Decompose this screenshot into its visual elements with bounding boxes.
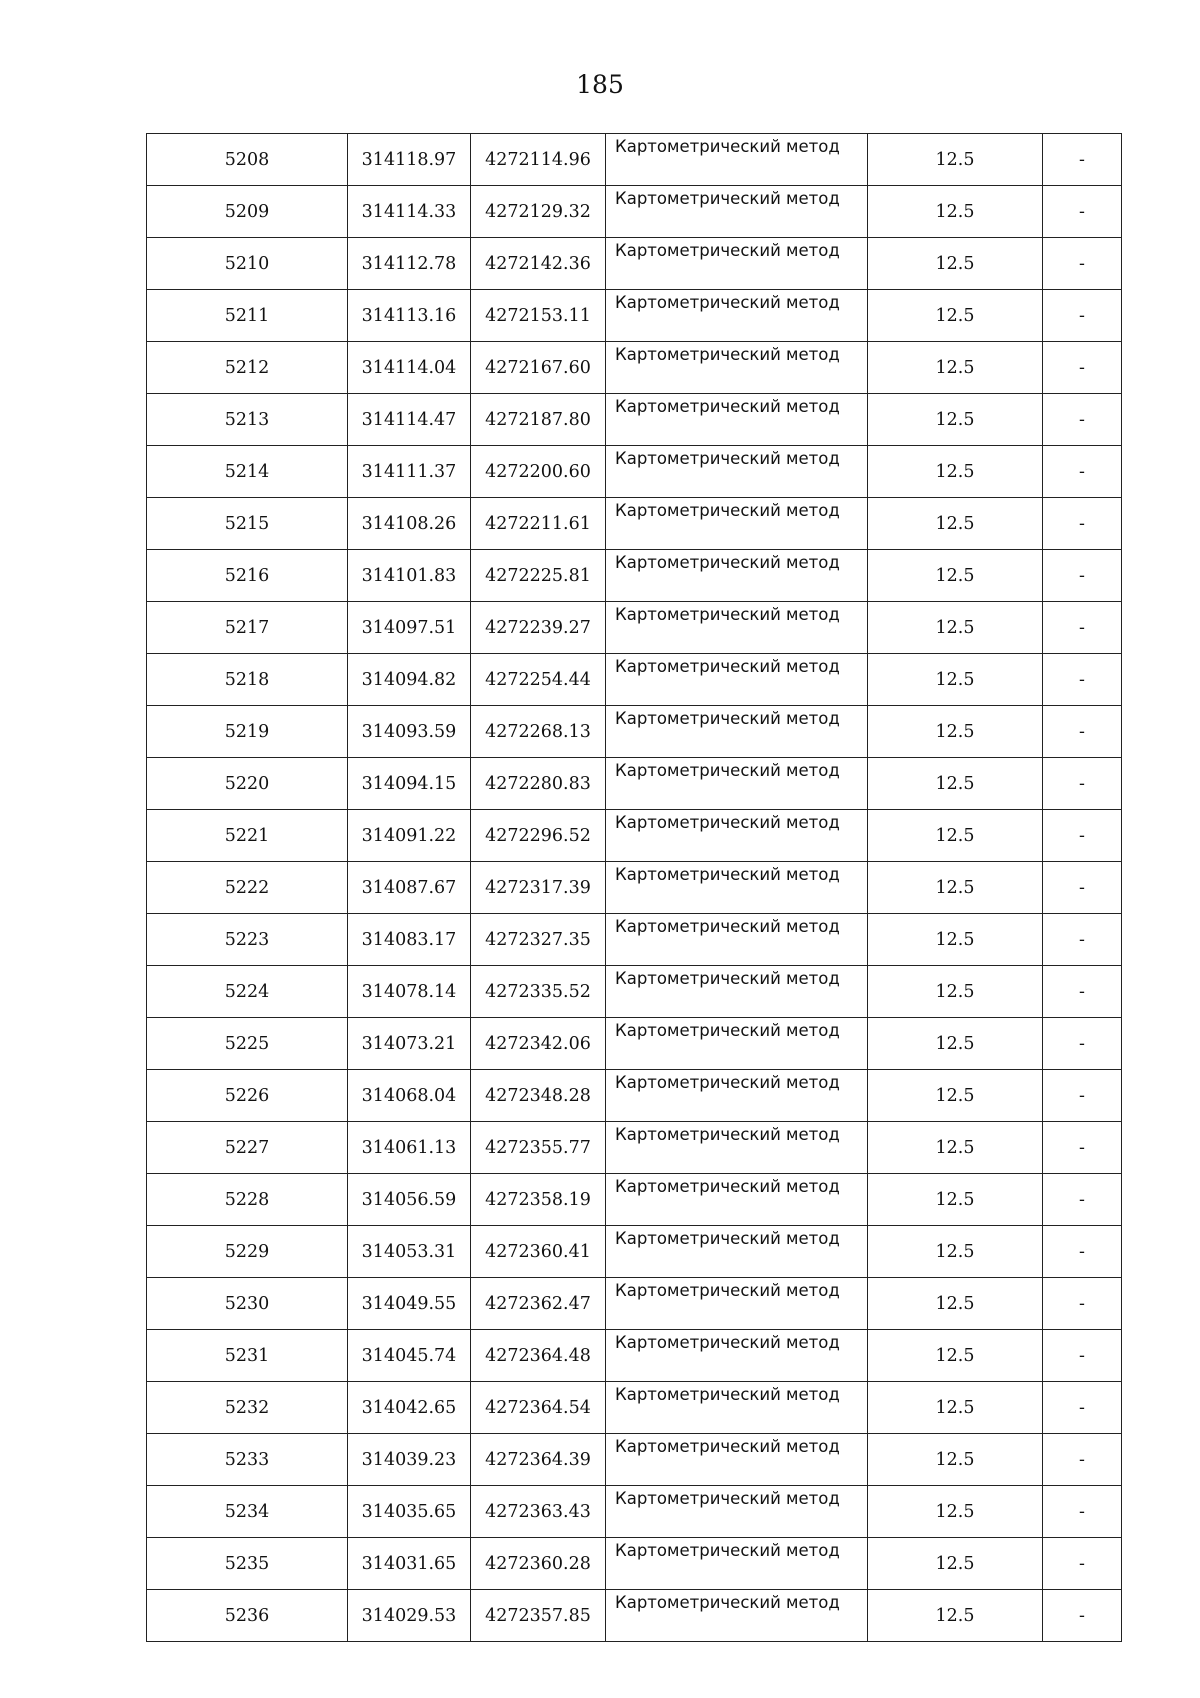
- point-number-cell: 5221: [147, 810, 348, 862]
- x-coordinate-cell: 314083.17: [348, 914, 471, 966]
- x-coordinate-cell: 314049.55: [348, 1278, 471, 1330]
- note-cell: -: [1043, 706, 1122, 758]
- point-number-cell: 5228: [147, 1174, 348, 1226]
- table-row: [147, 1278, 1122, 1330]
- table-row: [147, 290, 1122, 342]
- note-cell: -: [1043, 1590, 1122, 1642]
- table-row: [147, 1070, 1122, 1122]
- point-number-cell: 5232: [147, 1382, 348, 1434]
- table-row: [147, 550, 1122, 602]
- point-number-cell: 5215: [147, 498, 348, 550]
- method-cell: Картометрический метод: [606, 186, 868, 238]
- table-row: [147, 914, 1122, 966]
- x-coordinate-cell: 314114.47: [348, 394, 471, 446]
- x-coordinate-cell: 314042.65: [348, 1382, 471, 1434]
- y-coordinate-cell: 4272114.96: [471, 134, 606, 186]
- point-number-cell: 5224: [147, 966, 348, 1018]
- method-cell: Картометрический метод: [606, 1174, 868, 1226]
- accuracy-cell: 12.5: [868, 238, 1043, 290]
- y-coordinate-cell: 4272129.32: [471, 186, 606, 238]
- y-coordinate-cell: 4272335.52: [471, 966, 606, 1018]
- point-number-cell: 5209: [147, 186, 348, 238]
- table-row: [147, 134, 1122, 186]
- method-cell: Картометрический метод: [606, 966, 868, 1018]
- method-cell: Картометрический метод: [606, 342, 868, 394]
- x-coordinate-cell: 314101.83: [348, 550, 471, 602]
- point-number-cell: 5234: [147, 1486, 348, 1538]
- y-coordinate-cell: 4272200.60: [471, 446, 606, 498]
- page-number: 185: [576, 70, 624, 99]
- point-number-cell: 5233: [147, 1434, 348, 1486]
- table-row: [147, 1226, 1122, 1278]
- note-cell: -: [1043, 1226, 1122, 1278]
- table-row: [147, 1538, 1122, 1590]
- point-number-cell: 5235: [147, 1538, 348, 1590]
- accuracy-cell: 12.5: [868, 1382, 1043, 1434]
- method-cell: Картометрический метод: [606, 238, 868, 290]
- y-coordinate-cell: 4272358.19: [471, 1174, 606, 1226]
- x-coordinate-cell: 314068.04: [348, 1070, 471, 1122]
- point-number-cell: 5210: [147, 238, 348, 290]
- method-cell: Картометрический метод: [606, 1590, 868, 1642]
- x-coordinate-cell: 314039.23: [348, 1434, 471, 1486]
- x-coordinate-cell: 314112.78: [348, 238, 471, 290]
- x-coordinate-cell: 314118.97: [348, 134, 471, 186]
- x-coordinate-cell: 314113.16: [348, 290, 471, 342]
- table-row: [147, 1330, 1122, 1382]
- accuracy-cell: 12.5: [868, 810, 1043, 862]
- table-row: [147, 1122, 1122, 1174]
- y-coordinate-cell: 4272364.39: [471, 1434, 606, 1486]
- point-number-cell: 5222: [147, 862, 348, 914]
- table-row: [147, 1434, 1122, 1486]
- method-cell: Картометрический метод: [606, 498, 868, 550]
- coordinates-table-body: [147, 134, 1122, 1642]
- y-coordinate-cell: 4272211.61: [471, 498, 606, 550]
- accuracy-cell: 12.5: [868, 602, 1043, 654]
- accuracy-cell: 12.5: [868, 186, 1043, 238]
- point-number-cell: 5225: [147, 1018, 348, 1070]
- accuracy-cell: 12.5: [868, 1226, 1043, 1278]
- x-coordinate-cell: 314114.04: [348, 342, 471, 394]
- note-cell: -: [1043, 810, 1122, 862]
- x-coordinate-cell: 314056.59: [348, 1174, 471, 1226]
- point-number-cell: 5223: [147, 914, 348, 966]
- accuracy-cell: 12.5: [868, 550, 1043, 602]
- note-cell: -: [1043, 342, 1122, 394]
- point-number-cell: 5212: [147, 342, 348, 394]
- x-coordinate-cell: 314111.37: [348, 446, 471, 498]
- note-cell: -: [1043, 1330, 1122, 1382]
- accuracy-cell: 12.5: [868, 394, 1043, 446]
- note-cell: -: [1043, 1122, 1122, 1174]
- x-coordinate-cell: 314114.33: [348, 186, 471, 238]
- y-coordinate-cell: 4272360.41: [471, 1226, 606, 1278]
- x-coordinate-cell: 314045.74: [348, 1330, 471, 1382]
- table-row: [147, 498, 1122, 550]
- table-row: [147, 758, 1122, 810]
- note-cell: -: [1043, 1382, 1122, 1434]
- method-cell: Картометрический метод: [606, 1018, 868, 1070]
- table-row: [147, 446, 1122, 498]
- y-coordinate-cell: 4272254.44: [471, 654, 606, 706]
- method-cell: Картометрический метод: [606, 1382, 868, 1434]
- x-coordinate-cell: 314031.65: [348, 1538, 471, 1590]
- point-number-cell: 5216: [147, 550, 348, 602]
- y-coordinate-cell: 4272364.48: [471, 1330, 606, 1382]
- y-coordinate-cell: 4272327.35: [471, 914, 606, 966]
- point-number-cell: 5227: [147, 1122, 348, 1174]
- accuracy-cell: 12.5: [868, 966, 1043, 1018]
- method-cell: Картометрический метод: [606, 810, 868, 862]
- method-cell: Картометрический метод: [606, 1122, 868, 1174]
- point-number-cell: 5236: [147, 1590, 348, 1642]
- note-cell: -: [1043, 1278, 1122, 1330]
- x-coordinate-cell: 314108.26: [348, 498, 471, 550]
- method-cell: Картометрический метод: [606, 134, 868, 186]
- note-cell: -: [1043, 446, 1122, 498]
- point-number-cell: 5230: [147, 1278, 348, 1330]
- accuracy-cell: 12.5: [868, 1174, 1043, 1226]
- point-number-cell: 5208: [147, 134, 348, 186]
- y-coordinate-cell: 4272342.06: [471, 1018, 606, 1070]
- accuracy-cell: 12.5: [868, 290, 1043, 342]
- accuracy-cell: 12.5: [868, 1330, 1043, 1382]
- accuracy-cell: 12.5: [868, 1278, 1043, 1330]
- point-number-cell: 5214: [147, 446, 348, 498]
- method-cell: Картометрический метод: [606, 706, 868, 758]
- table-row: [147, 186, 1122, 238]
- y-coordinate-cell: 4272142.36: [471, 238, 606, 290]
- note-cell: -: [1043, 862, 1122, 914]
- x-coordinate-cell: 314091.22: [348, 810, 471, 862]
- note-cell: -: [1043, 602, 1122, 654]
- method-cell: Картометрический метод: [606, 862, 868, 914]
- note-cell: -: [1043, 394, 1122, 446]
- table-row: [147, 1590, 1122, 1642]
- accuracy-cell: 12.5: [868, 1018, 1043, 1070]
- point-number-cell: 5213: [147, 394, 348, 446]
- point-number-cell: 5211: [147, 290, 348, 342]
- accuracy-cell: 12.5: [868, 1434, 1043, 1486]
- accuracy-cell: 12.5: [868, 134, 1043, 186]
- y-coordinate-cell: 4272225.81: [471, 550, 606, 602]
- x-coordinate-cell: 314093.59: [348, 706, 471, 758]
- note-cell: -: [1043, 290, 1122, 342]
- accuracy-cell: 12.5: [868, 758, 1043, 810]
- method-cell: Картометрический метод: [606, 446, 868, 498]
- x-coordinate-cell: 314094.82: [348, 654, 471, 706]
- method-cell: Картометрический метод: [606, 1330, 868, 1382]
- y-coordinate-cell: 4272296.52: [471, 810, 606, 862]
- x-coordinate-cell: 314053.31: [348, 1226, 471, 1278]
- accuracy-cell: 12.5: [868, 706, 1043, 758]
- point-number-cell: 5220: [147, 758, 348, 810]
- method-cell: Картометрический метод: [606, 1226, 868, 1278]
- note-cell: -: [1043, 550, 1122, 602]
- note-cell: -: [1043, 966, 1122, 1018]
- accuracy-cell: 12.5: [868, 446, 1043, 498]
- note-cell: -: [1043, 654, 1122, 706]
- accuracy-cell: 12.5: [868, 862, 1043, 914]
- x-coordinate-cell: 314035.65: [348, 1486, 471, 1538]
- y-coordinate-cell: 4272153.11: [471, 290, 606, 342]
- note-cell: -: [1043, 134, 1122, 186]
- table-row: [147, 706, 1122, 758]
- y-coordinate-cell: 4272364.54: [471, 1382, 606, 1434]
- method-cell: Картометрический метод: [606, 290, 868, 342]
- table-row: [147, 342, 1122, 394]
- method-cell: Картометрический метод: [606, 1538, 868, 1590]
- y-coordinate-cell: 4272187.80: [471, 394, 606, 446]
- method-cell: Картометрический метод: [606, 1486, 868, 1538]
- y-coordinate-cell: 4272362.47: [471, 1278, 606, 1330]
- accuracy-cell: 12.5: [868, 498, 1043, 550]
- y-coordinate-cell: 4272360.28: [471, 1538, 606, 1590]
- table-row: [147, 862, 1122, 914]
- note-cell: -: [1043, 1434, 1122, 1486]
- table-row: [147, 394, 1122, 446]
- accuracy-cell: 12.5: [868, 1122, 1043, 1174]
- accuracy-cell: 12.5: [868, 1590, 1043, 1642]
- method-cell: Картометрический метод: [606, 758, 868, 810]
- accuracy-cell: 12.5: [868, 1538, 1043, 1590]
- method-cell: Картометрический метод: [606, 914, 868, 966]
- accuracy-cell: 12.5: [868, 914, 1043, 966]
- accuracy-cell: 12.5: [868, 654, 1043, 706]
- x-coordinate-cell: 314087.67: [348, 862, 471, 914]
- method-cell: Картометрический метод: [606, 1070, 868, 1122]
- method-cell: Картометрический метод: [606, 550, 868, 602]
- table-row: [147, 238, 1122, 290]
- table-row: [147, 602, 1122, 654]
- x-coordinate-cell: 314097.51: [348, 602, 471, 654]
- note-cell: -: [1043, 238, 1122, 290]
- note-cell: -: [1043, 1538, 1122, 1590]
- y-coordinate-cell: 4272268.13: [471, 706, 606, 758]
- note-cell: -: [1043, 186, 1122, 238]
- y-coordinate-cell: 4272317.39: [471, 862, 606, 914]
- y-coordinate-cell: 4272239.27: [471, 602, 606, 654]
- point-number-cell: 5218: [147, 654, 348, 706]
- note-cell: -: [1043, 914, 1122, 966]
- x-coordinate-cell: 314073.21: [348, 1018, 471, 1070]
- note-cell: -: [1043, 758, 1122, 810]
- point-number-cell: 5231: [147, 1330, 348, 1382]
- method-cell: Картометрический метод: [606, 1278, 868, 1330]
- table-row: [147, 966, 1122, 1018]
- coordinates-table: [146, 133, 1122, 1642]
- y-coordinate-cell: 4272167.60: [471, 342, 606, 394]
- y-coordinate-cell: 4272363.43: [471, 1486, 606, 1538]
- point-number-cell: 5226: [147, 1070, 348, 1122]
- table-row: [147, 1018, 1122, 1070]
- note-cell: -: [1043, 498, 1122, 550]
- x-coordinate-cell: 314094.15: [348, 758, 471, 810]
- point-number-cell: 5229: [147, 1226, 348, 1278]
- accuracy-cell: 12.5: [868, 1486, 1043, 1538]
- x-coordinate-cell: 314078.14: [348, 966, 471, 1018]
- table-row: [147, 1382, 1122, 1434]
- y-coordinate-cell: 4272348.28: [471, 1070, 606, 1122]
- note-cell: -: [1043, 1174, 1122, 1226]
- method-cell: Картометрический метод: [606, 654, 868, 706]
- note-cell: -: [1043, 1018, 1122, 1070]
- table-row: [147, 810, 1122, 862]
- table-row: [147, 1486, 1122, 1538]
- table-row: [147, 654, 1122, 706]
- x-coordinate-cell: 314029.53: [348, 1590, 471, 1642]
- method-cell: Картометрический метод: [606, 602, 868, 654]
- method-cell: Картометрический метод: [606, 1434, 868, 1486]
- point-number-cell: 5219: [147, 706, 348, 758]
- note-cell: -: [1043, 1070, 1122, 1122]
- y-coordinate-cell: 4272355.77: [471, 1122, 606, 1174]
- method-cell: Картометрический метод: [606, 394, 868, 446]
- accuracy-cell: 12.5: [868, 342, 1043, 394]
- y-coordinate-cell: 4272280.83: [471, 758, 606, 810]
- accuracy-cell: 12.5: [868, 1070, 1043, 1122]
- table-row: [147, 1174, 1122, 1226]
- y-coordinate-cell: 4272357.85: [471, 1590, 606, 1642]
- x-coordinate-cell: 314061.13: [348, 1122, 471, 1174]
- note-cell: -: [1043, 1486, 1122, 1538]
- point-number-cell: 5217: [147, 602, 348, 654]
